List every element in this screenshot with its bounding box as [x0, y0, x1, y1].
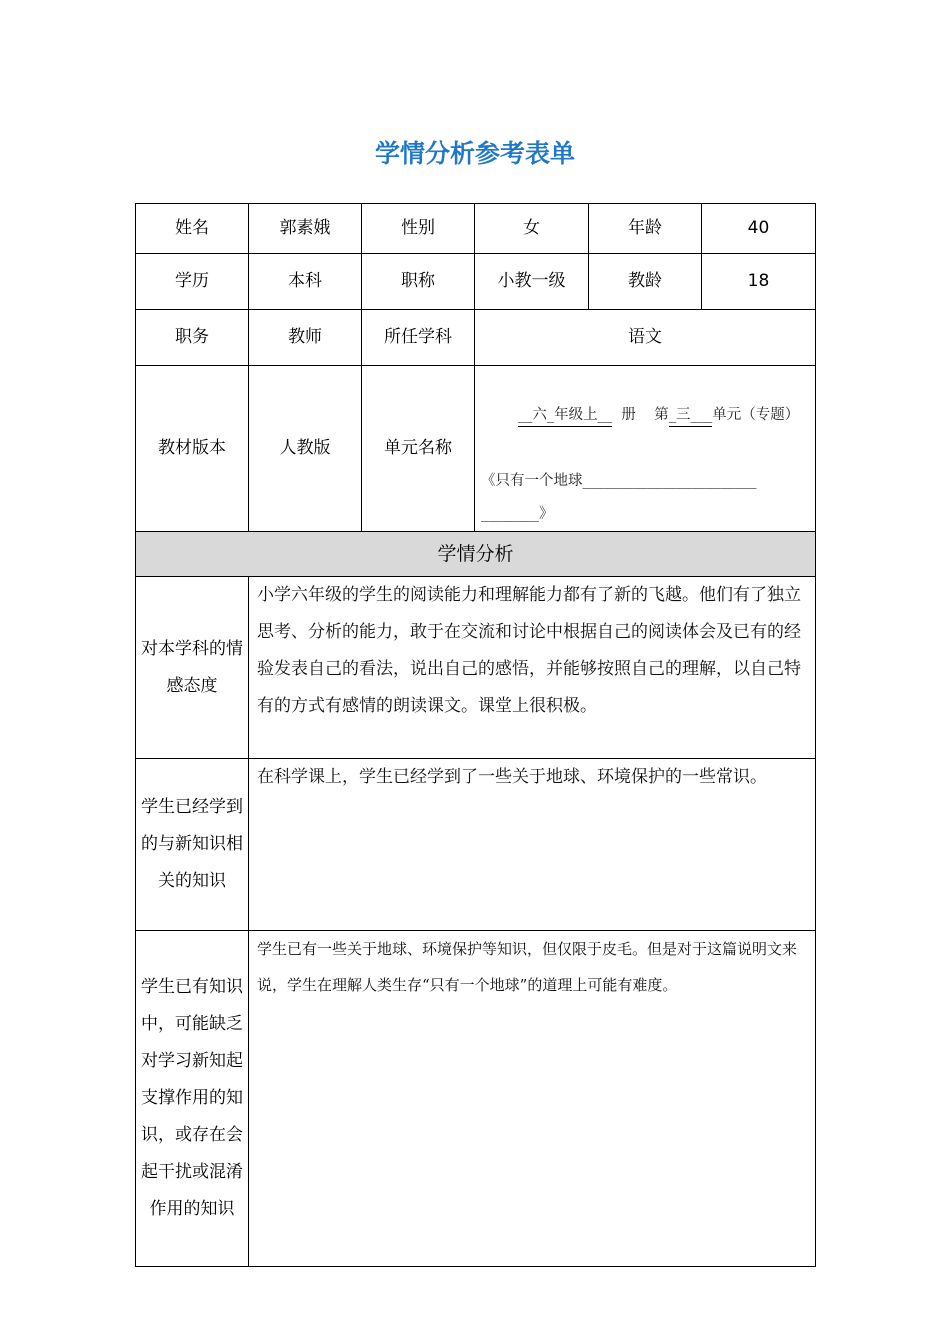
- unit-line-3: ________》: [481, 506, 554, 522]
- education-label: 学历: [136, 254, 249, 310]
- table-row: [136, 204, 816, 254]
- table-row: [136, 254, 816, 310]
- table-row: [136, 366, 816, 532]
- section-heading: 学情分析: [136, 532, 816, 577]
- row-content-prior-knowledge: 在科学课上，学生已经学到了一些关于地球、环境保护的一些常识。: [249, 759, 816, 931]
- teaching-years-value: 18: [702, 254, 816, 310]
- row-content-attitude: 小学六年级的学生的阅读能力和理解能力都有了新的飞越。他们有了独立思考、分析的能力，敢于在交流和讨论中根据自己的阅读体会及已有的经验发表自己的看法，说出自己的感悟，并能够按照自己的理解，以自己特有的方式有感情的朗读课文。课堂上很积极。: [249, 577, 816, 759]
- age-label: 年龄: [589, 204, 702, 254]
- education-value: 本科: [249, 254, 362, 310]
- table-row: [136, 577, 816, 759]
- gender-value: 女: [475, 204, 589, 254]
- unit-line-2: 《只有一个地球________________________: [481, 473, 757, 489]
- rank-value: 小教一级: [475, 254, 589, 310]
- row-label-prior-knowledge: 学生已经学到的与新知识相关的知识: [136, 759, 249, 931]
- unit-label: 单元名称: [362, 366, 475, 532]
- row-content-knowledge-gaps: 学生已有一些关于地球、环境保护等知识，但仅限于皮毛。但是对于这篇说明文来说，学生在理解人类生存“只有一个地球”的道理上可能有难度。: [249, 931, 816, 1267]
- textbook-value: 人教版: [249, 366, 362, 532]
- row-label-knowledge-gaps: 学生已有知识中，可能缺乏对学习新知起支撑作用的知识，或存在会起干扰或混淆作用的知识: [136, 931, 249, 1267]
- age-value: 40: [702, 204, 816, 254]
- name-label: 姓名: [136, 204, 249, 254]
- row-label-attitude: 对本学科的情感态度: [136, 577, 249, 759]
- table-row: [136, 310, 816, 366]
- textbook-label: 教材版本: [136, 366, 249, 532]
- subject-label: 所任学科: [362, 310, 475, 366]
- position-label: 职务: [136, 310, 249, 366]
- gender-label: 性别: [362, 204, 475, 254]
- analysis-form-table: [135, 203, 816, 1267]
- subject-value: 语文: [475, 310, 816, 366]
- name-value: 郭素娥: [249, 204, 362, 254]
- rank-label: 职称: [362, 254, 475, 310]
- table-row: [136, 759, 816, 931]
- unit-value: [475, 366, 816, 532]
- teaching-years-label: 教龄: [589, 254, 702, 310]
- table-row: [136, 532, 816, 577]
- page-title: 学情分析参考表单: [374, 139, 575, 168]
- unit-line-1: __六_年级上__ 册 第_三___单元（专题）: [481, 366, 809, 465]
- table-row: [136, 931, 816, 1267]
- position-value: 教师: [249, 310, 362, 366]
